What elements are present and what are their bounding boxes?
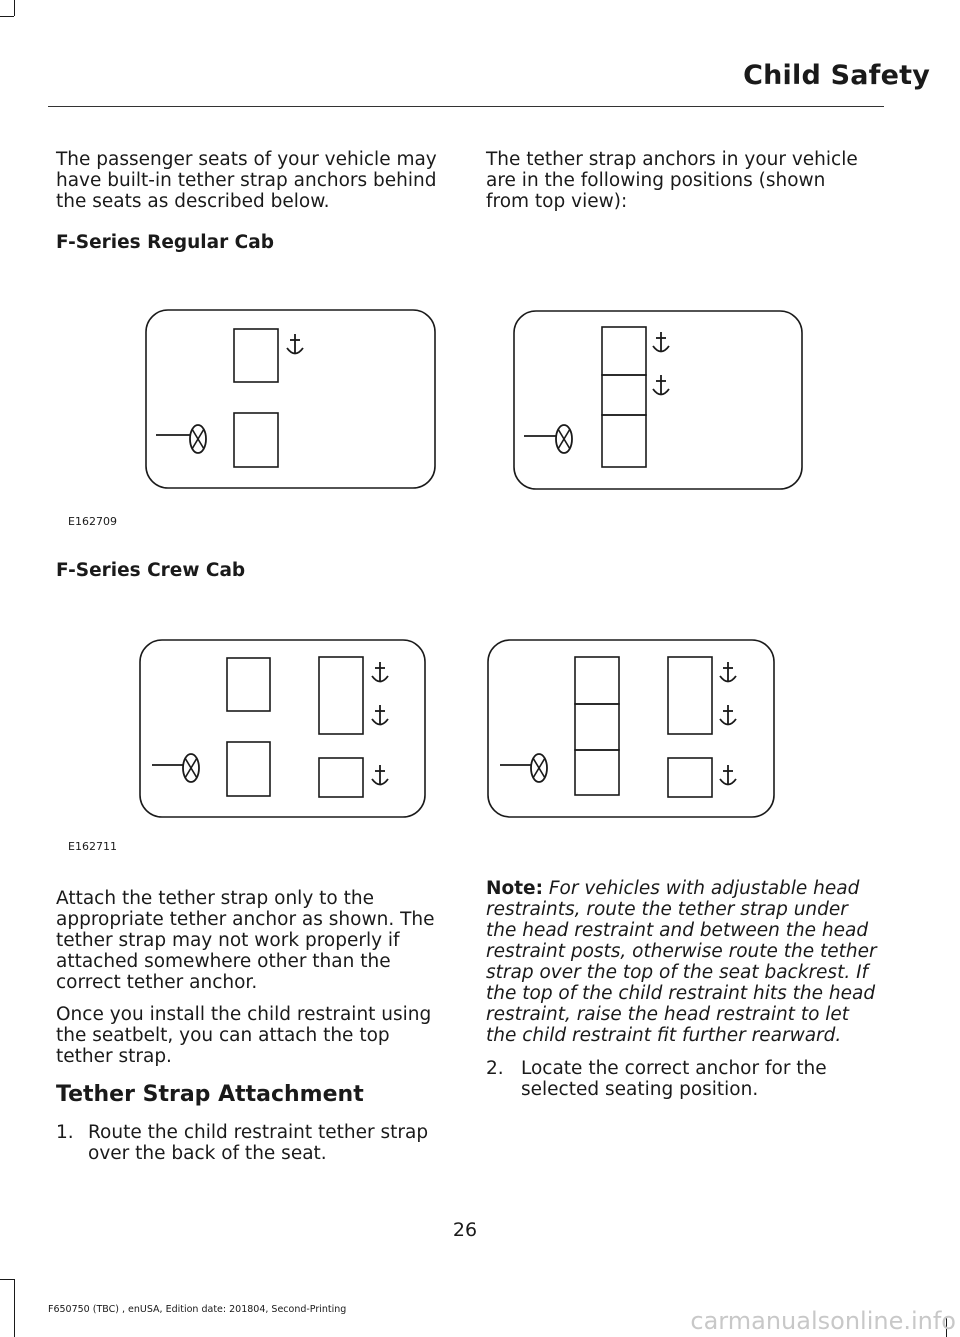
note	[486, 878, 878, 1046]
anchor-icon	[720, 765, 736, 785]
seat-box	[575, 704, 619, 750]
seat-box	[668, 657, 712, 734]
attach-paragraph: Attach the tether strap only to the appropriate tether anchor as shown. The tether strap may not work properly if attached somewhere other than the correct tether anchor.	[56, 888, 435, 993]
seat-box	[575, 750, 619, 795]
anchor-icon	[372, 705, 388, 725]
seat-box	[602, 415, 646, 467]
page-number: 26	[452, 1219, 478, 1241]
seat-box	[319, 657, 363, 734]
seat-box	[227, 742, 270, 796]
note-text: For vehicles with adjustable head restraints, route the tether strap under the head restraint and between the head restraint posts, otherwise route the tether strap over the top of the seat backrest. If the top of the child restraint hits the head restraint, raise the head restraint to let the child restraint fit further rearward.	[486, 878, 877, 1046]
regular-cab-diagram-left	[140, 305, 440, 495]
anchor-icon	[372, 662, 388, 682]
footer-text: F650750 (TBC) , enUSA, Edition date: 201804, Second-Printing	[48, 1304, 347, 1315]
step-text: Locate the correct anchor for the selected seating position.	[521, 1058, 827, 1100]
crop-mark	[0, 1279, 14, 1280]
anchor-icon	[372, 765, 388, 785]
step-text: Route the child restraint tether strap over the back of the seat.	[88, 1122, 429, 1164]
seat-box	[319, 758, 363, 797]
seat-box	[234, 413, 278, 467]
crop-mark	[0, 16, 14, 17]
crop-mark	[14, 0, 15, 16]
steering-wheel-icon	[524, 425, 572, 453]
regular-cab-diagram-right	[508, 305, 808, 495]
step-number: 1.	[56, 1122, 74, 1143]
anchor-icon	[653, 332, 669, 352]
crew-cab-diagram-left	[134, 634, 434, 824]
seat-box	[234, 329, 278, 382]
seat-box	[575, 657, 619, 704]
figure-code-crew: E162711	[68, 840, 117, 853]
note-label: Note:	[486, 878, 543, 899]
seat-box	[602, 327, 646, 375]
anchor-icon	[653, 375, 669, 395]
page-title: Child Safety	[743, 60, 930, 91]
section-heading-crew-cab: F-Series Crew Cab	[56, 560, 246, 581]
figure-code-regular: E162709	[68, 515, 117, 528]
crop-mark	[14, 1279, 15, 1337]
intro-left: The passenger seats of your vehicle may have built-in tether strap anchors behind the seats as described below.	[56, 149, 437, 212]
steering-wheel-icon	[500, 754, 547, 782]
steering-wheel-icon	[156, 425, 206, 453]
header-divider	[48, 106, 884, 107]
crew-cab-diagram-right	[482, 634, 782, 824]
watermark: carmanualsonline.info	[690, 1307, 956, 1335]
section-heading-regular-cab: F-Series Regular Cab	[56, 232, 274, 253]
anchor-icon	[720, 705, 736, 725]
seat-box	[227, 658, 270, 711]
anchor-icon	[720, 662, 736, 682]
seat-box	[668, 758, 712, 797]
anchor-icon	[287, 334, 303, 354]
step-number: 2.	[486, 1058, 504, 1079]
intro-right: The tether strap anchors in your vehicle are in the following positions (shown from top view):	[486, 149, 858, 212]
tether-heading: Tether Strap Attachment	[56, 1082, 364, 1107]
steering-wheel-icon	[152, 754, 199, 782]
seat-box	[602, 375, 646, 415]
install-paragraph: Once you install the child restraint using the seatbelt, you can attach the top tether strap.	[56, 1004, 432, 1067]
